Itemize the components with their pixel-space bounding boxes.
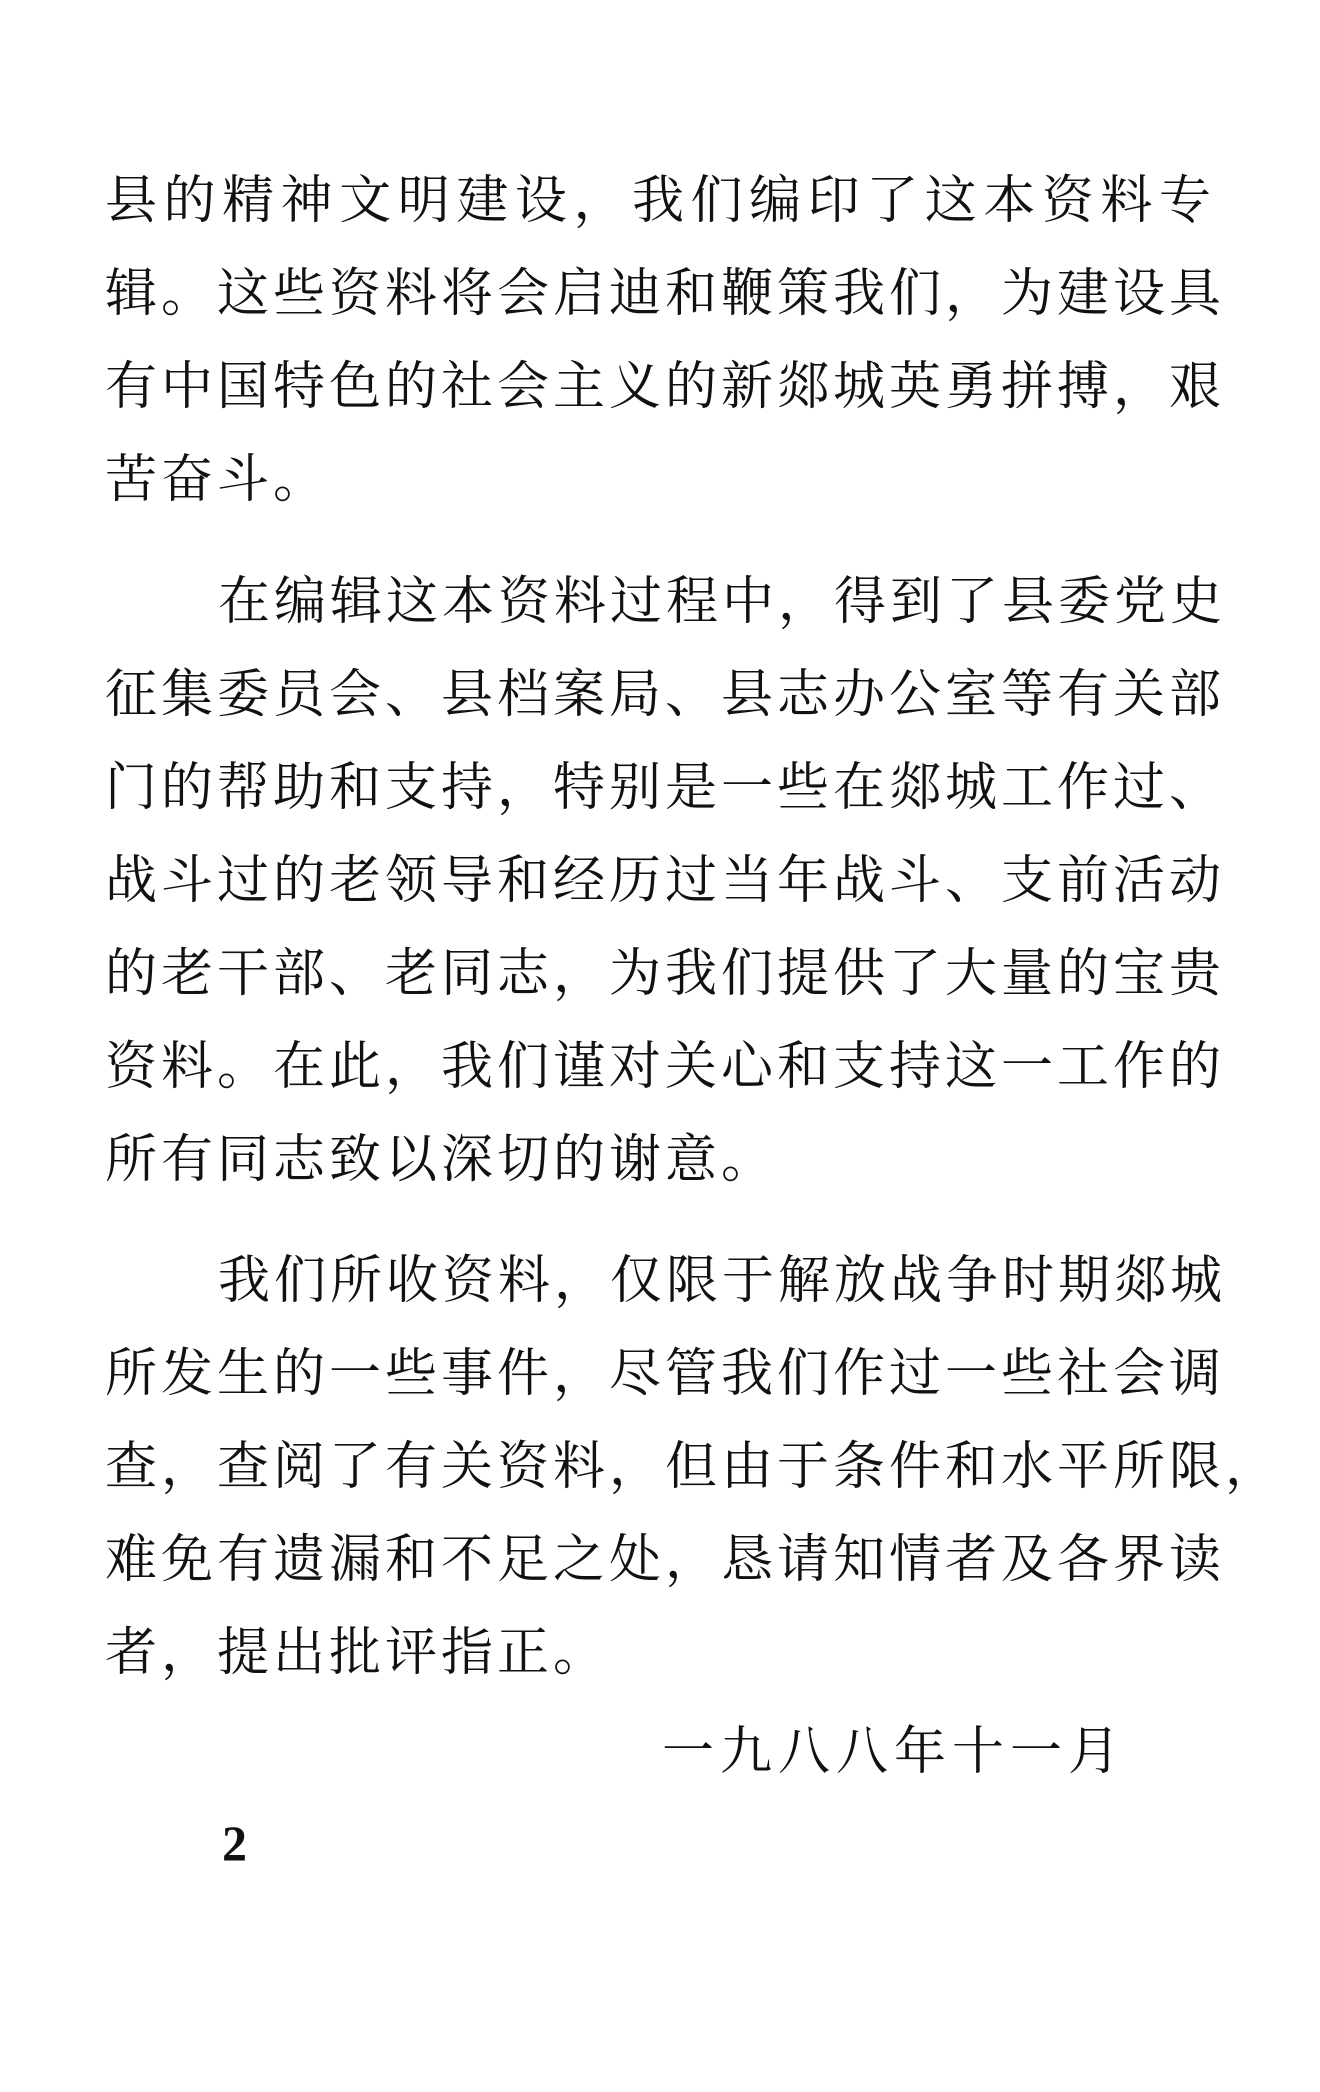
paragraph-1-line-4: 苦奋斗。 <box>105 450 330 510</box>
paragraph-2-line-3: 门的帮助和支持，特别是一些在郯城工作过、 <box>105 758 1226 818</box>
paragraph-1-line-2: 辑。这些资料将会启迪和鞭策我们，为建设具 <box>105 264 1226 324</box>
paragraph-2-line-1: 在编辑这本资料过程中，得到了县委党史 <box>218 572 1227 632</box>
paragraph-2-line-7: 所有同志致以深切的谢意。 <box>105 1130 778 1190</box>
paragraph-3-line-1: 我们所收资料，仅限于解放战争时期郯城 <box>218 1251 1227 1311</box>
paragraph-3-line-2: 所发生的一些事件，尽管我们作过一些社会调 <box>105 1344 1226 1404</box>
paragraph-3-line-3: 查，查阅了有关资料，但由于条件和水平所限， <box>105 1437 1282 1497</box>
page-number: 2 <box>222 1815 247 1871</box>
paragraph-2-line-4: 战斗过的老领导和经历过当年战斗、支前活动 <box>105 851 1226 911</box>
paragraph-1-line-3: 有中国特色的社会主义的新郯城英勇拼搏，艰 <box>105 357 1226 417</box>
paragraph-3-line-5: 者，提出批评指正。 <box>105 1623 610 1683</box>
paragraph-3-line-4: 难免有遗漏和不足之处，恳请知情者及各界读 <box>105 1530 1226 1590</box>
paragraph-2-line-5: 的老干部、老同志，为我们提供了大量的宝贵 <box>105 944 1226 1004</box>
paragraph-2-line-2: 征集委员会、县档案局、县志办公室等有关部 <box>105 665 1226 725</box>
paragraph-2-line-6: 资料。在此，我们谨对关心和支持这一工作的 <box>105 1037 1226 1097</box>
paragraph-1-line-1: 县的精神文明建设，我们编印了这本资料专 <box>105 171 1215 231</box>
document-date: 一九八八年十一月 <box>662 1722 1127 1782</box>
